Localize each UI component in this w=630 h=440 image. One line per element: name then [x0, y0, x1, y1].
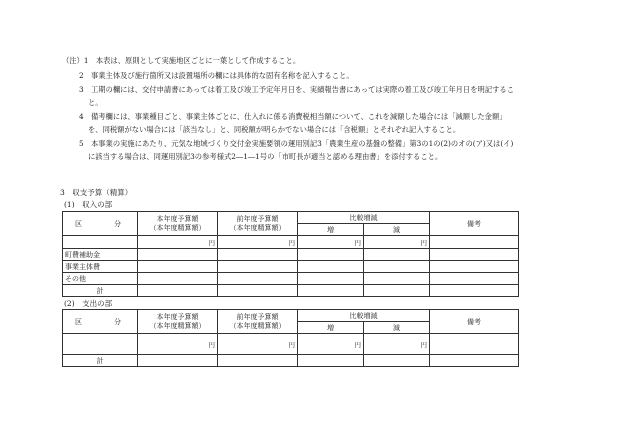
note-4-cont: を、同税額がない場合には「該当なし」と、同税額が明らかでない場合には「含税額」とそれぞれ記入すること。	[88, 125, 461, 134]
note-5: 5 本事業の実施にあたり、元気な地域づくり交付金実施要領の運用別記3「農業生産の基盤の整備」第3の1の(2)のオの(ア)又は(イ)	[79, 139, 514, 148]
unit-label: 円	[218, 236, 298, 249]
income-title: (1) 収入の部	[64, 200, 113, 209]
remarks-header: 備考	[430, 212, 519, 236]
unit-label: 円	[364, 334, 430, 355]
total-label: 計	[63, 355, 138, 367]
table-row	[63, 334, 519, 355]
kubun-header: 区 分	[63, 212, 138, 236]
table-row	[63, 249, 519, 261]
compare-header: 比較増減	[298, 212, 430, 224]
current-budget-header: 本年度予算額 （本年度精算額）	[138, 212, 218, 236]
previous-budget-header: 前年度予算額 （本年度精算額）	[218, 310, 298, 334]
note-5-cont: に該当する場合は、同運用別記3の参考様式2―1―1号の「市町長が適当と認める理由書」を添付すること。	[88, 152, 443, 161]
unit-label: 円	[138, 334, 218, 355]
increase-header: 増	[298, 322, 364, 334]
expense-table	[62, 309, 519, 367]
expense-title: (2) 支出の部	[64, 299, 113, 308]
note-4: 4 備考欄には、事業種目ごと、事業主体ごとに、仕入れに係る消費税相当額について、これを減額した場合には「減額した金額」	[79, 112, 507, 121]
table-cell	[430, 334, 519, 355]
unit-label: 円	[218, 334, 298, 355]
compare-header: 比較増減	[298, 310, 430, 322]
table-row	[63, 261, 519, 273]
table-cell	[63, 236, 138, 249]
unit-label: 円	[298, 236, 364, 249]
table-row	[63, 285, 519, 297]
table-row	[63, 355, 519, 367]
section-title: 3 収支予算（精算）	[60, 188, 133, 197]
row-label: その他	[63, 273, 138, 285]
current-budget-header: 本年度予算額 （本年度精算額）	[138, 310, 218, 334]
row-label: 事業主体費	[63, 261, 138, 273]
kubun-header: 区 分	[63, 310, 138, 334]
increase-header: 増	[298, 224, 364, 236]
table-row	[63, 273, 519, 285]
note-3-cont: と。	[88, 98, 103, 107]
previous-budget-header: 前年度予算額 （本年度精算額）	[218, 212, 298, 236]
income-table	[62, 211, 519, 297]
unit-label: 円	[138, 236, 218, 249]
total-label: 計	[63, 285, 138, 297]
note-1: （注）1 本表は、原則として実施地区ごとに一葉として作成すること。	[62, 56, 301, 65]
remarks-header: 備考	[430, 310, 519, 334]
decrease-header: 減	[364, 224, 430, 236]
table-cell	[63, 334, 138, 355]
note-2: 2 事業主体及び施行箇所又は設置場所の欄には具体的な固有名称を記入すること。	[79, 71, 354, 80]
row-label: 町費補助金	[63, 249, 138, 261]
table-cell	[430, 236, 519, 249]
unit-label: 円	[298, 334, 364, 355]
unit-label: 円	[364, 236, 430, 249]
decrease-header: 減	[364, 322, 430, 334]
note-3: 3 工期の欄には、交付申請書にあっては着工及び竣工予定年月日を、実績報告書にあっては実際の着工及び竣工年月日を明記するこ	[79, 85, 515, 94]
